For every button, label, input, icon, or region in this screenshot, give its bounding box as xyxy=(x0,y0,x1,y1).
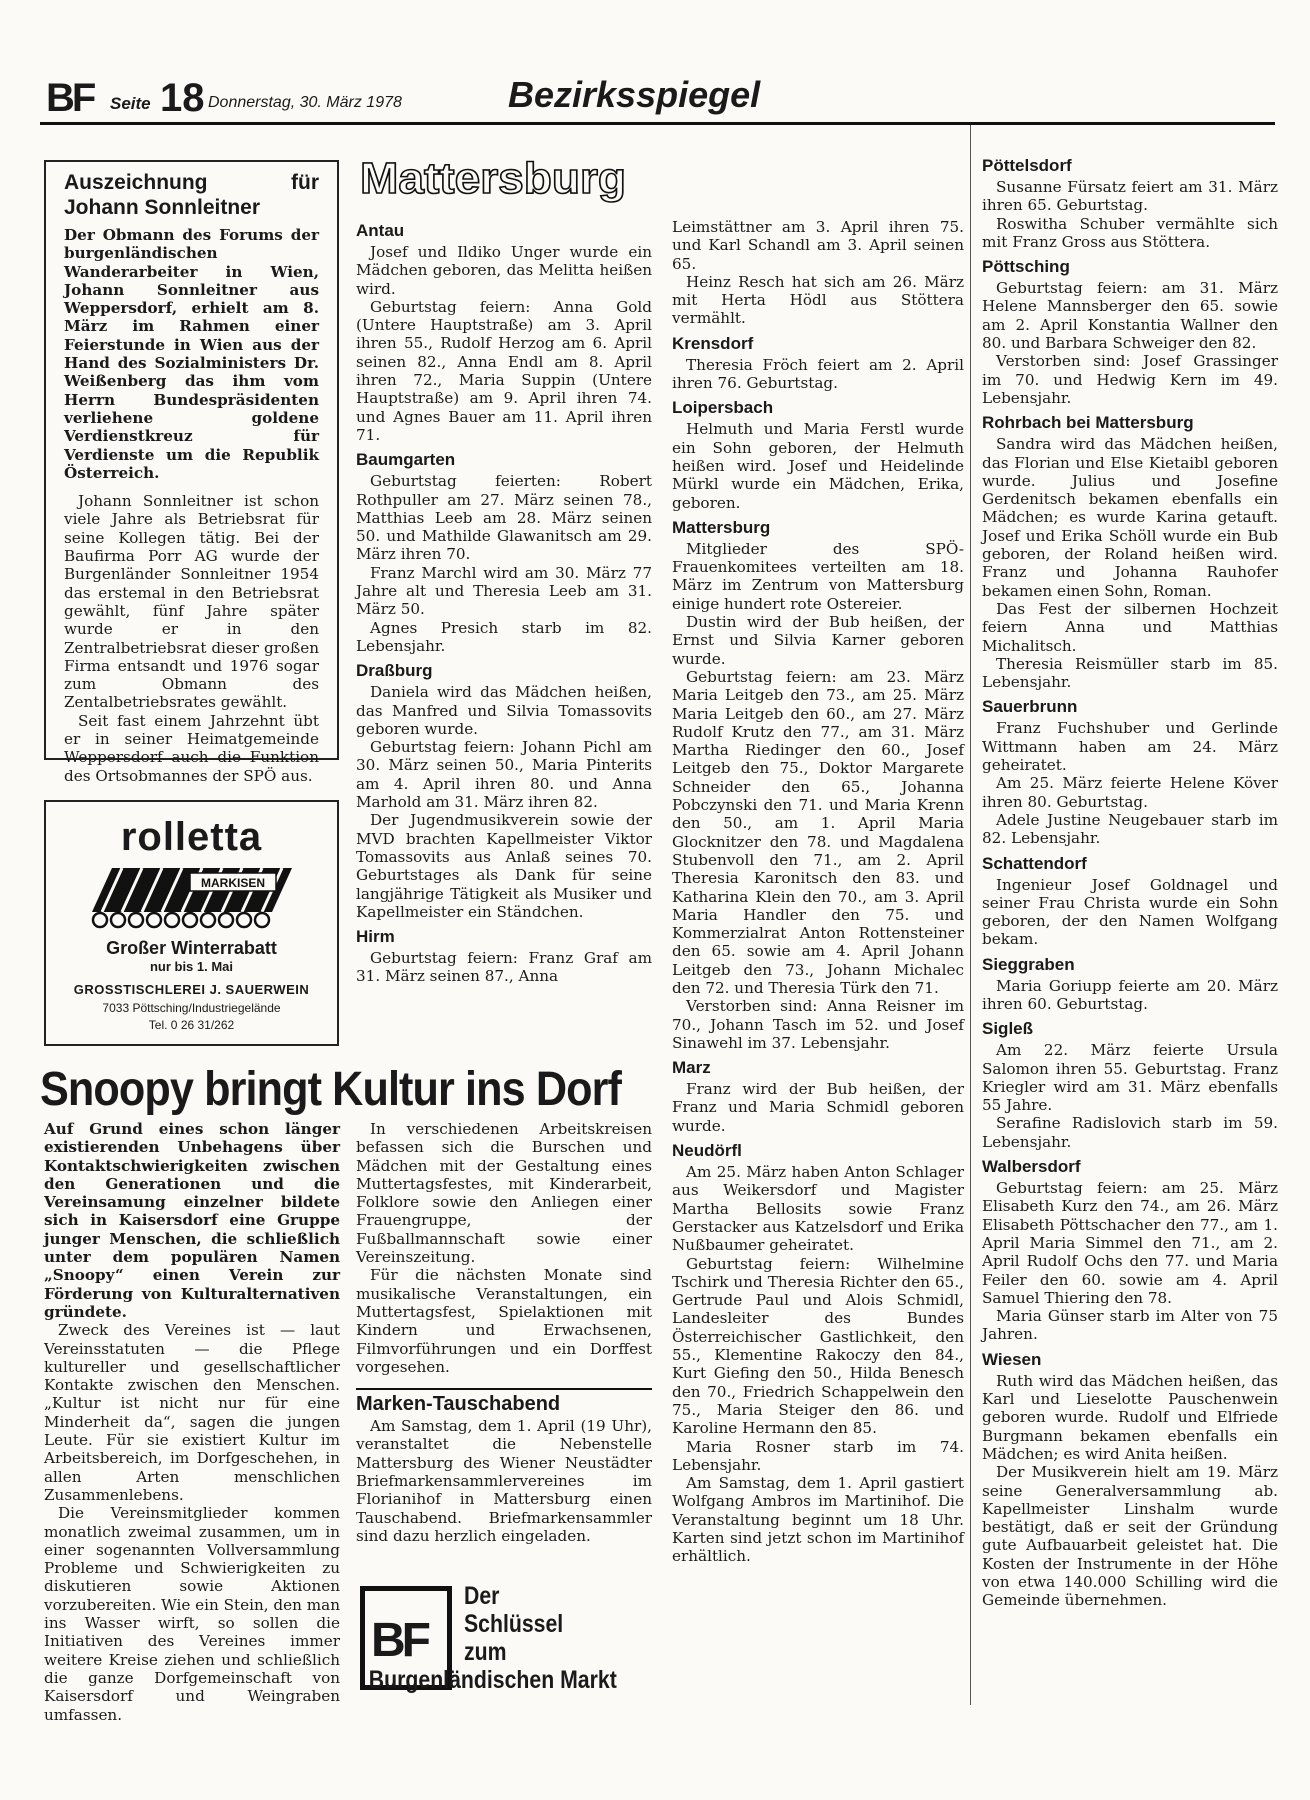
news-item: Geburtstag feiern: Johann Pichl am 30. März seinen 50., Maria Pinterits am 4. April ihren 80. und Anna Marhold am 31. März ihren 82. xyxy=(356,738,652,812)
heading-wiesen: Wiesen xyxy=(982,1349,1042,1369)
news-item: Josef und Ildiko Unger wurde ein Mädchen geboren, das Melitta heißen wird. xyxy=(356,243,652,298)
mattersburg-logo xyxy=(356,150,632,204)
awning-scallops xyxy=(93,913,269,927)
seite-label: Seite xyxy=(110,94,151,113)
news-item: Roswitha Schuber vermählte sich mit Franz Gross aus Stöttera. xyxy=(982,214,1278,251)
heading-sigless: Sigleß xyxy=(982,1019,1034,1039)
snoopy-paragraph: Die Vereinsmitglieder kommen monatlich zweimal zusammen, um in einer sogenannten Vollversammlung Probleme und Schwierigkeiten zu diskutieren sowie Aktionen vorzubereiten. Wie ein Stein, den man ins Wasser wirft, so sollen die Initiativen des Vereines immer weitere Kreise ziehen und schließlich die ganze Dorfgemeinschaft von Kaisersdorf und Weingraben umfassen. xyxy=(44,1504,340,1724)
heading-poettelsdorf: Pöttelsdorf xyxy=(982,156,1072,175)
marken-title: Marken-Tauschabend xyxy=(356,1388,652,1415)
news-item: Ingenieur Josef Goldnagel und seiner Frau Christa wurde ein Sohn geboren, der den Namen Wolfgang bekam. xyxy=(982,875,1278,949)
heading-baumgarten: Baumgarten xyxy=(356,450,456,470)
news-item: Am 25. März feierte Helene Köver ihren 80. Geburtstag. xyxy=(982,774,1278,811)
heading-rohrbach: Rohrbach bei Mattersburg xyxy=(982,413,1194,433)
news-item: Der Musikverein hielt am 19. März seine Generalversammlung ab. Kapellmeister Linshalm wurde bestätigt, daß er seit der Gründung gute Aufbauarbeit geleistet hat. Die Kosten der Instrumente in der Höhe von etwa 140.000 Schilling wird die Gemeinde übernehmen. xyxy=(982,1463,1278,1610)
news-item: Daniela wird das Mädchen heißen, das Manfred und Silvia Tomassovits geboren wurde. xyxy=(356,683,652,738)
award-lead: Der Obmann des Forums der burgenländischen Wanderarbeiter in Wien, Johann Sonnleitner aus Weppersdorf, erhielt am 8. März im Rahmen einer Feierstunde in Wien aus der Hand des Sozialministers Dr. Weißenberg das ihm vom Herrn Bundespräsidenten verliehene goldene Verdienstkreuz für Verdienste um die Republik Österreich. xyxy=(64,226,319,482)
news-item: Geburtstag feiern: Anna Gold (Untere Hauptstraße) am 3. April ihren 55., Rudolf Herzog am 6. April seinen 82., Anna Endl am 8. April ihren 72., Maria Suppin (Untere Hauptstraße) am 9. April ihren 74. und Agnes Bauer am 11. April ihren 71. xyxy=(356,297,652,444)
bf-ad xyxy=(356,1582,654,1700)
bf-ad-line: Schlüssel xyxy=(464,1610,564,1638)
section-title: Bezirksspiegel xyxy=(508,74,761,115)
news-item: Verstorben sind: Josef Grassinger im 70. und Hedwig Kern im 49. Lebensjahr. xyxy=(982,352,1278,407)
news-item: Mitglieder des SPÖ-Frauenkomitees verteilten am 18. März im Zentrum von Mattersburg einige hundert rote Ostereier. xyxy=(672,539,964,613)
news-item: Susanne Fürsatz feiert am 31. März ihren 65. Geburtstag. xyxy=(982,178,1278,215)
snoopy-column-2 xyxy=(356,1120,652,1545)
snoopy-paragraph: In verschiedenen Arbeitskreisen befassen sich die Burschen und Mädchen mit der Gestaltung eines Muttertagsfestes, mit Kinderarbeit, Folklore sowie den Anliegen einer Frauengruppe, der Fußballmannschaft sowie einer Vereinszeitung. xyxy=(356,1120,652,1267)
news-item: Maria Rosner starb im 74. Lebensjahr. xyxy=(672,1437,964,1474)
news-item: Theresia Fröch feiert am 2. April ihren 76. Geburtstag. xyxy=(672,355,964,393)
news-item: Maria Günser starb im Alter von 75 Jahren. xyxy=(982,1307,1278,1344)
mattersburg-logo-text: Mattersburg xyxy=(360,154,626,203)
award-paragraph: Seit fast einem Jahrzehnt übt er in seiner Heimatgemeinde Weppersdorf auch die Funktion des Ortsobmannes der SPÖ aus. xyxy=(64,711,319,785)
news-item: Ruth wird das Mädchen heißen, das Karl und Lieselotte Pauschenwein geboren wurde. Rudolf und Elfriede Burgmann bekamen ebenfalls ein Mädchen; es wird Anita heißen. xyxy=(982,1371,1278,1463)
heading-loipersbach: Loipersbach xyxy=(672,398,774,418)
news-item: Adele Justine Neugebauer starb im 82. Lebensjahr. xyxy=(982,810,1278,848)
ad-banner: MARKISEN xyxy=(200,876,265,890)
news-item: Serafine Radislovich starb im 59. Lebensjahr. xyxy=(982,1114,1278,1151)
column-2 xyxy=(356,215,652,986)
snoopy-column-1 xyxy=(44,1120,340,1724)
snoopy-lead: Auf Grund eines schon länger existierenden Unbehagens über Kontaktschwierigkeiten zwischen den Generationen und die Vereinsamung einzelner bildete sich in Kaisersdorf eine Gruppe junger Menschen, die schließlich unter dem populären Namen „Snoopy“ einen Verein zur Förderung von Kulturalternativen gründete. xyxy=(44,1120,340,1321)
heading-poettsching: Pöttsching xyxy=(982,257,1070,277)
heading-walbersdorf: Walbersdorf xyxy=(982,1157,1081,1177)
column-3 xyxy=(672,218,964,1566)
snoopy-headline: Snoopy bringt Kultur ins Dorf xyxy=(40,1063,622,1116)
bf-ad-line: Burgenländischen Markt xyxy=(368,1666,617,1694)
heading-drassburg: Draßburg xyxy=(356,661,433,681)
news-item: Sandra wird das Mädchen heißen, das Florian und Else Kietaibl geboren wurde. Julius und Josefine Gerdenitsch bekamen ebenfalls ein Mädchen; es wurde Karina getauft. Josef und Erika Schöll wurde ein Bub geboren, der Roland heißen wird. Franz und Johanna Rauhofer bekamen einen Sohn, Roman. xyxy=(982,435,1278,600)
news-item: Geburtstag feiern: am 25. März Elisabeth Kurz den 74., am 26. März Elisabeth Pöttschacher den 77., am 1. April Maria Simmel den 71., am 2. April Rudolf Ochs den 77. und Maria Feiler den 60. sowie am 4. April Samuel Thiering den 78. xyxy=(982,1179,1278,1307)
news-item: Geburtstag feiern: Wilhelmine Tschirk und Theresia Richter den 65., Gertrude Paul und Alois Schmidl, Landesleiter des Bundes Österreichischer Gastlichkeit, den 55., Klementine Rakoczy den 84., Kurt Giefing den 50., Hilda Benesch den 70., Friedrich Schappelwein den 75., Maria Steiger den 86. und Karoline Hermann den 85. xyxy=(672,1254,964,1438)
heading-sieggraben: Sieggraben xyxy=(982,954,1075,974)
masthead xyxy=(40,72,1275,125)
award-title: Auszeichnung für Johann Sonnleitner xyxy=(64,171,319,219)
news-item: Verstorben sind: Anna Reisner im 70., Johann Tasch im 52. und Josef Sinawehl im 37. Lebensjahr. xyxy=(672,997,964,1052)
marken-paragraph: Am Samstag, dem 1. April (19 Uhr), veranstaltet die Nebenstelle Mattersburg des Wiener Neustädter Briefmarkensammlervereines im Florianihof in Mattersburg einen Tauschabend. Briefmarkensammler sind dazu herzlich eingeladen. xyxy=(356,1417,652,1545)
column-rule xyxy=(970,125,971,1705)
news-item: Franz Marchl wird am 30. März 77 Jahre alt und Theresia Leeb am 31. März 50. xyxy=(356,563,652,619)
heading-krensdorf: Krensdorf xyxy=(672,333,754,353)
ad-company: GROSSTISCHLEREI J. SAUERWEIN xyxy=(73,982,310,997)
news-item: Helmuth und Maria Ferstl wurde ein Sohn geboren, der Helmuth heißen wird. Josef und Heidelinde Mürkl wurde ein Mädchen, Erika, geboren. xyxy=(672,420,964,512)
news-item: Am 22. März feierte Ursula Salomon ihren 55. Geburtstag. Franz Kriegler wird am 31. März ebenfalls 55 Jahre. xyxy=(982,1041,1278,1115)
news-item: Agnes Presich starb im 82. Lebensjahr. xyxy=(356,618,652,655)
news-item: Geburtstag feiern: am 23. März Maria Leitgeb den 73., am 25. März Maria Leitgeb den 60., am 27. März Rudolf Krutz den 77., am 31. März Martha Riedinger den 60., Josef Leitgeb den 75., Doktor Margarete Schneider den 65., Johanna Pobczynski den 71. und Maria Krenn den 50., am 1. April Maria Glocknitzer den 78. und Magdalena Stubenvoll den 71., am 2. April Theresia Karonitsch den 83. und Katharina Klein den 70., am 3. April Maria Handler den 75. und Kommerzialrat Anton Rottensteiner den 65. sowie am 4. April Johann Leitgeb den 73., Johann Michalec den 72. und Theresia Türk den 71. xyxy=(672,667,964,997)
column-4 xyxy=(982,150,1278,1610)
awning-illustration xyxy=(82,860,302,936)
news-item: Geburtstag feiern: Franz Graf am 31. März seinen 87., Anna xyxy=(356,949,652,986)
issue-date: Donnerstag, 30. März 1978 xyxy=(208,94,402,111)
news-item: Geburtstag feierten: Robert Rothpuller am 27. März seinen 78., Matthias Leeb am 28. März seinen 50. und Mathilde Glawanitsch am 29. März ihren 70. xyxy=(356,472,652,564)
bf-ad-line: Der xyxy=(464,1582,500,1610)
news-item: Das Fest der silbernen Hochzeit feiern Anna und Matthias Michalitsch. xyxy=(982,599,1278,655)
news-item: Geburtstag feiern: am 31. März Helene Mannsberger den 65. sowie am 2. April Konstantia Wallner den 80. und Barbara Schweiger den 82. xyxy=(982,279,1278,353)
snoopy-paragraph: Für die nächsten Monate sind musikalische Veranstaltungen, ein Muttertagsfest, Spielaktionen mit Kindern und Erwachsenen, Filmvorführungen und ein Dorffest vorgesehen. xyxy=(356,1266,652,1376)
ad-brand: rolletta xyxy=(120,815,263,859)
heading-sauerbrunn: Sauerbrunn xyxy=(982,697,1078,717)
ad-address: 7033 Pöttsching/Industriegelände xyxy=(102,1001,281,1015)
award-paragraph: Johann Sonnleitner ist schon viele Jahre als Betriebsrat für seine Kollegen tätig. Bei der Baufirma Porr AG wurde der Burgenländer Sonnleitner 1954 das erstemal in den Betriebsrat gewählt, fünf Jahre später wurde er in den Zentralbetriebsrat dieser großen Firma entsandt und 1976 sogar zum Obmann des Zentalbetriebsrates gewählt. xyxy=(64,492,319,712)
page-number: 18 xyxy=(160,76,205,120)
news-item: Am Samstag, dem 1. April gastiert Wolfgang Ambros im Martinihof. Die Veranstaltung beginnt um 18 Uhr. Karten sind jetzt schon im Martinihof erhältlich. xyxy=(672,1474,964,1566)
bf-ad-logo: BF xyxy=(371,1614,427,1667)
news-item: Theresia Reismüller starb im 85. Lebensjahr. xyxy=(982,654,1278,692)
heading-hirm: Hirm xyxy=(356,927,395,947)
award-box xyxy=(44,160,339,785)
bf-logo: BF xyxy=(46,76,94,120)
snoopy-paragraph: Zweck des Vereines ist — laut Vereinsstatuten — die Pflege kultureller und gesellschaftlicher Kontakte zwischen den Menschen. „Kultur ist nicht nur für eine Minderheit da“, sagen die jungen Leute. Für sie existiert Kultur im Arbeitsbereich, im Dorfgeschehen, in allen Arten menschlichen Zusammenlebens. xyxy=(44,1321,340,1504)
ad-offer: Großer Winterrabatt xyxy=(106,938,277,958)
bf-ad-line: zum xyxy=(464,1638,507,1666)
news-item: Dustin wird der Bub heißen, der Ernst und Silvia Karner geboren wurde. xyxy=(672,613,964,668)
heading-mattersburg: Mattersburg xyxy=(672,517,771,537)
heading-marz: Marz xyxy=(672,1058,711,1078)
ad-until: nur bis 1. Mai xyxy=(149,959,234,974)
news-item: Am 25. März haben Anton Schlager aus Weikersdorf und Magister Martha Bellosits sowie Franz Gerstacker aus Katzelsdorf und Erika Nußbaumer geheiratet. xyxy=(672,1163,964,1255)
heading-neudoerfl: Neudörfl xyxy=(672,1141,742,1161)
news-item: Der Jugendmusikverein sowie der MVD brachten Kapellmeister Viktor Tomassovits aus Anlaß seines 70. Geburtstages als Dank für seine langjährige Tätigkeit als Musiker und Kapellmeister ein Ständchen. xyxy=(356,811,652,921)
news-item: Franz wird der Bub heißen, der Franz und Maria Schmidl geboren wurde. xyxy=(672,1080,964,1135)
news-item: Franz Fuchshuber und Gerlinde Wittmann haben am 24. März geheiratet. xyxy=(982,719,1278,775)
rolletta-ad xyxy=(44,800,339,1046)
ad-phone: Tel. 0 26 31/262 xyxy=(148,1018,235,1032)
heading-schattendorf: Schattendorf xyxy=(982,853,1087,873)
news-item: Heinz Resch hat sich am 26. März mit Herta Hödl aus Stöttera vermählt. xyxy=(672,272,964,328)
news-item: Leimstättner am 3. April ihren 75. und Karl Schandl am 3. April seinen 65. xyxy=(672,218,964,273)
news-item: Maria Goriupp feierte am 20. März ihren 60. Geburtstag. xyxy=(982,976,1278,1013)
heading-antau: Antau xyxy=(356,221,405,240)
